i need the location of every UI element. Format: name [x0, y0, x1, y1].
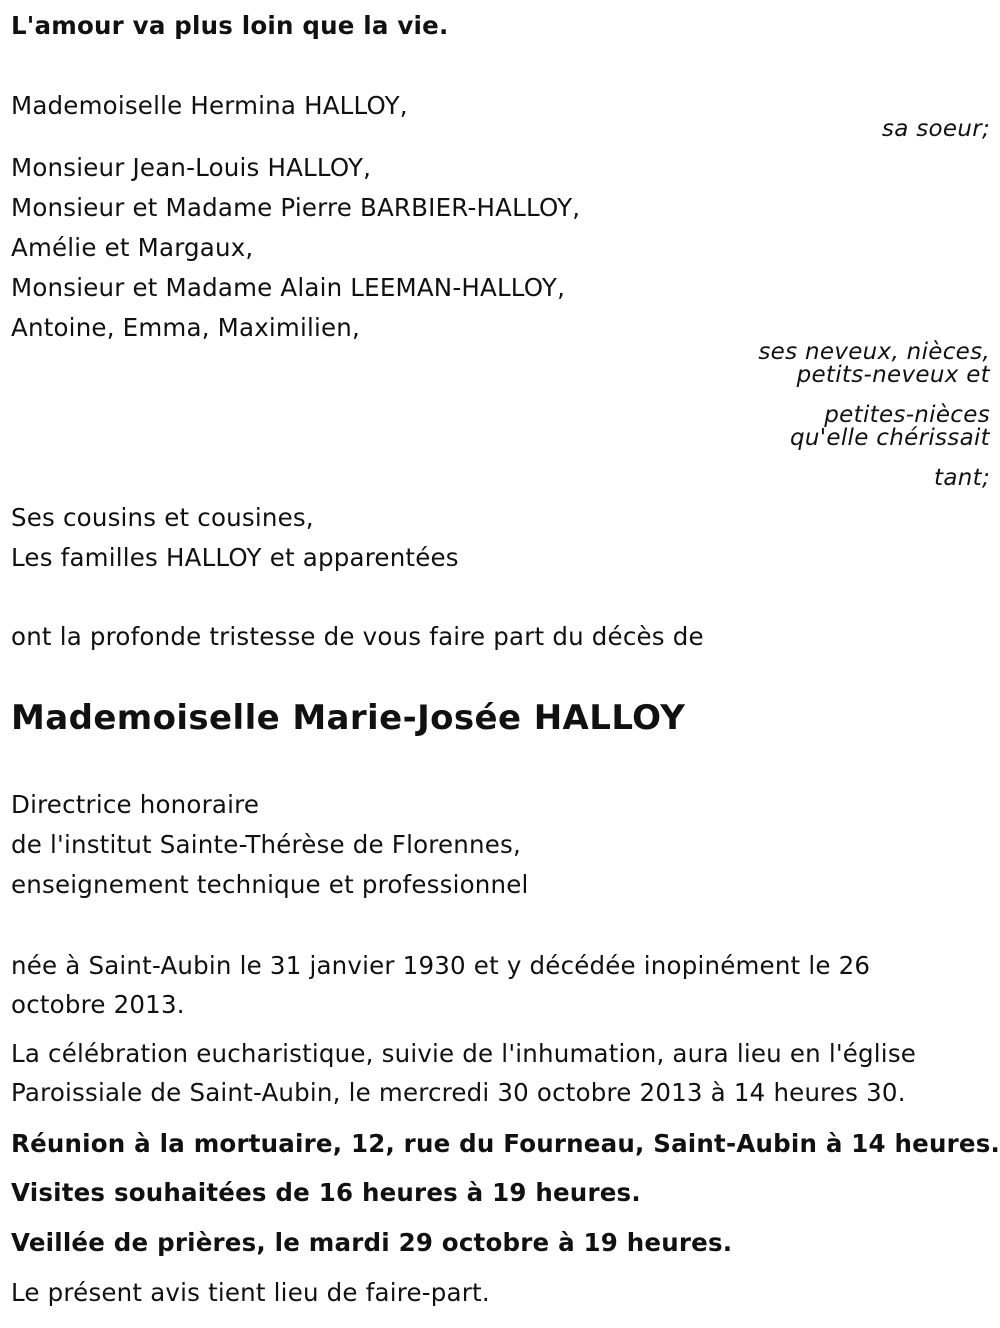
- nephews-relation-5: tant;: [934, 465, 990, 491]
- nephews-relation-2: petits-neveux et: [796, 362, 990, 388]
- families-line: Les familles HALLOY et apparentées: [11, 543, 459, 572]
- ceremony-line-1: La célébration eucharistique, suivie de l'inhumation, aura lieu en l'église: [11, 1039, 917, 1068]
- visits-info: Visites souhaitées de 16 heures à 19 heures.: [11, 1178, 641, 1207]
- family-line-4: Monsieur et Madame Alain LEEMAN-HALLOY,: [11, 273, 566, 302]
- sister-name: Mademoiselle Hermina HALLOY,: [11, 91, 408, 120]
- title-line-2: de l'institut Sainte-Thérèse de Florennes,: [11, 830, 521, 859]
- meeting-info: Réunion à la mortuaire, 12, rue du Fourneau, Saint-Aubin à 14 heures.: [11, 1129, 1000, 1158]
- nephews-relation-1: ses neveux, nièces,: [758, 339, 990, 365]
- ceremony-line-2: Paroissiale de Saint-Aubin, le mercredi 30 octobre 2013 à 14 heures 30.: [11, 1078, 906, 1107]
- title-line-1: Directrice honoraire: [11, 790, 260, 819]
- deceased-name: Mademoiselle Marie-Josée HALLOY: [11, 698, 686, 738]
- title-line-3: enseignement technique et professionnel: [11, 870, 529, 899]
- birth-death-line-1: née à Saint-Aubin le 31 janvier 1930 et y décédée inopinément le 26: [11, 951, 871, 980]
- cousins-line: Ses cousins et cousines,: [11, 503, 314, 532]
- vigil-info: Veillée de prières, le mardi 29 octobre à 19 heures.: [11, 1228, 733, 1257]
- family-line-5: Antoine, Emma, Maximilien,: [11, 313, 361, 342]
- announcement: ont la profonde tristesse de vous faire part du décès de: [11, 622, 704, 651]
- nephews-relation-4: qu'elle chérissait: [790, 425, 990, 451]
- notice-text: Le présent avis tient lieu de faire-part.: [11, 1278, 490, 1307]
- family-line-1: Monsieur Jean-Louis HALLOY,: [11, 153, 372, 182]
- family-line-3: Amélie et Margaux,: [11, 233, 254, 262]
- birth-death-line-2: octobre 2013.: [11, 990, 185, 1019]
- motto: L'amour va plus loin que la vie.: [11, 11, 449, 40]
- sister-relation: sa soeur;: [881, 116, 990, 142]
- family-line-2: Monsieur et Madame Pierre BARBIER-HALLOY,: [11, 193, 581, 222]
- nephews-relation-3: petites-nièces: [824, 402, 990, 428]
